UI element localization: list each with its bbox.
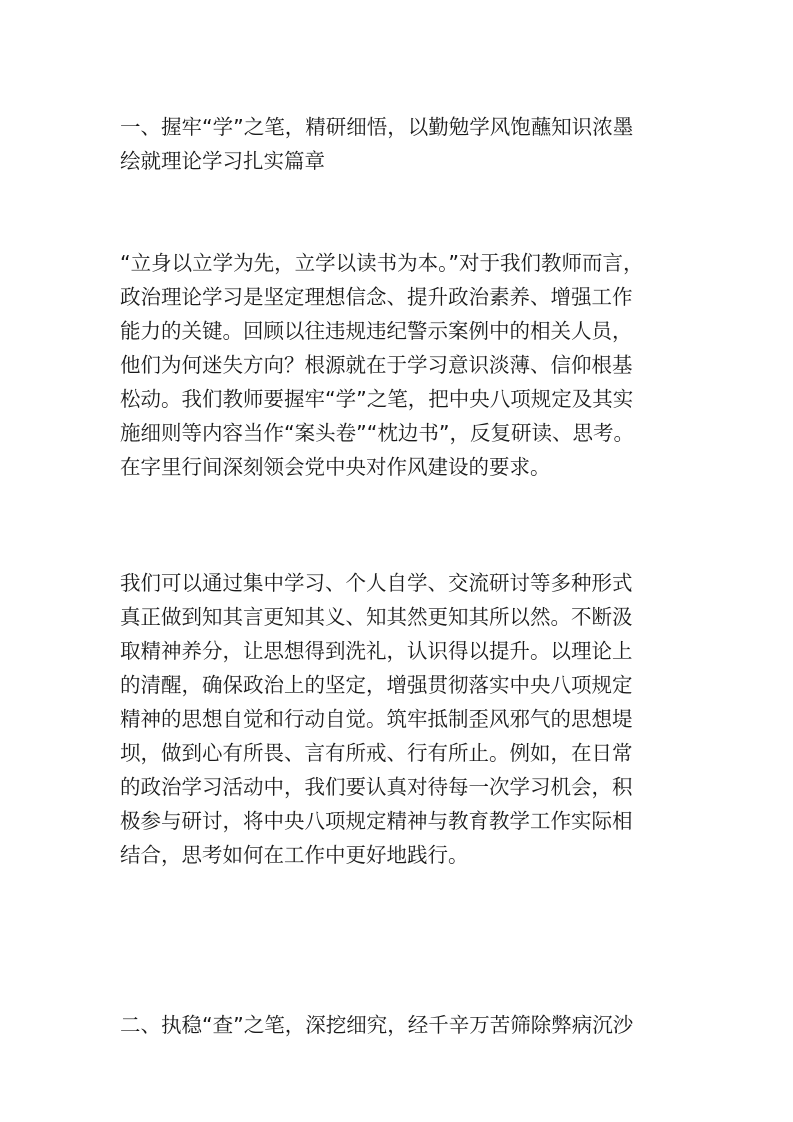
body-paragraph-1: [120, 246, 680, 484]
text-line: 坝，做到心有所畏、言有所戒、行有所止。例如，在日常: [120, 741, 633, 765]
section-heading-1: [120, 110, 680, 178]
text-line: 极参与研讨，将中央八项规定精神与教育教学工作实际相: [120, 809, 633, 833]
text-line: 一、握牢“学”之笔，精研细悟，以勤勉学风饱蘸知识浓墨: [120, 115, 634, 139]
text-line: 精神的思想自觉和行动自觉。筑牢抵制歪风邪气的思想堤: [120, 707, 633, 731]
text-line: 在字里行间深刻领会党中央对作风建设的要求。: [120, 455, 551, 479]
text-line: 能力的关键。回顾以往违规违纪警示案例中的相关人员，: [120, 319, 633, 343]
text-line: 松动。我们教师要握牢“学”之笔，把中央八项规定及其实: [120, 387, 634, 411]
text-line: 施细则等内容当作“案头卷”“枕边书”，反复研读、思考。: [120, 421, 634, 445]
section-heading-2: [120, 1008, 680, 1042]
text-line: 的政治学习活动中，我们要认真对待每一次学习机会，积: [120, 775, 633, 799]
text-line: 二、执稳“查”之笔，深挖细究，经千辛万苦筛除弊病沉沙: [120, 1013, 634, 1037]
text-line: 我们可以通过集中学习、个人自学、交流研讨等多种形式: [120, 571, 633, 595]
text-line: 他们为何迷失方向？根源就在于学习意识淡薄、信仰根基: [120, 353, 633, 377]
text-line: 政治理论学习是坚定理想信念、提升政治素养、增强工作: [120, 285, 633, 309]
text-line: 结合，思考如何在工作中更好地践行。: [120, 843, 469, 867]
text-line: 取精神养分，让思想得到洗礼，认识得以提升。以理论上: [120, 639, 633, 663]
text-line: “立身以立学为先，立学以读书为本。”对于我们教师而言，: [120, 251, 644, 275]
body-paragraph-2: [120, 566, 680, 872]
text-line: 的清醒，确保政治上的坚定，增强贯彻落实中央八项规定: [120, 673, 633, 697]
text-line: 真正做到知其言更知其义、知其然更知其所以然。不断汲: [120, 605, 633, 629]
text-line: 绘就理论学习扎实篇章: [120, 149, 325, 173]
